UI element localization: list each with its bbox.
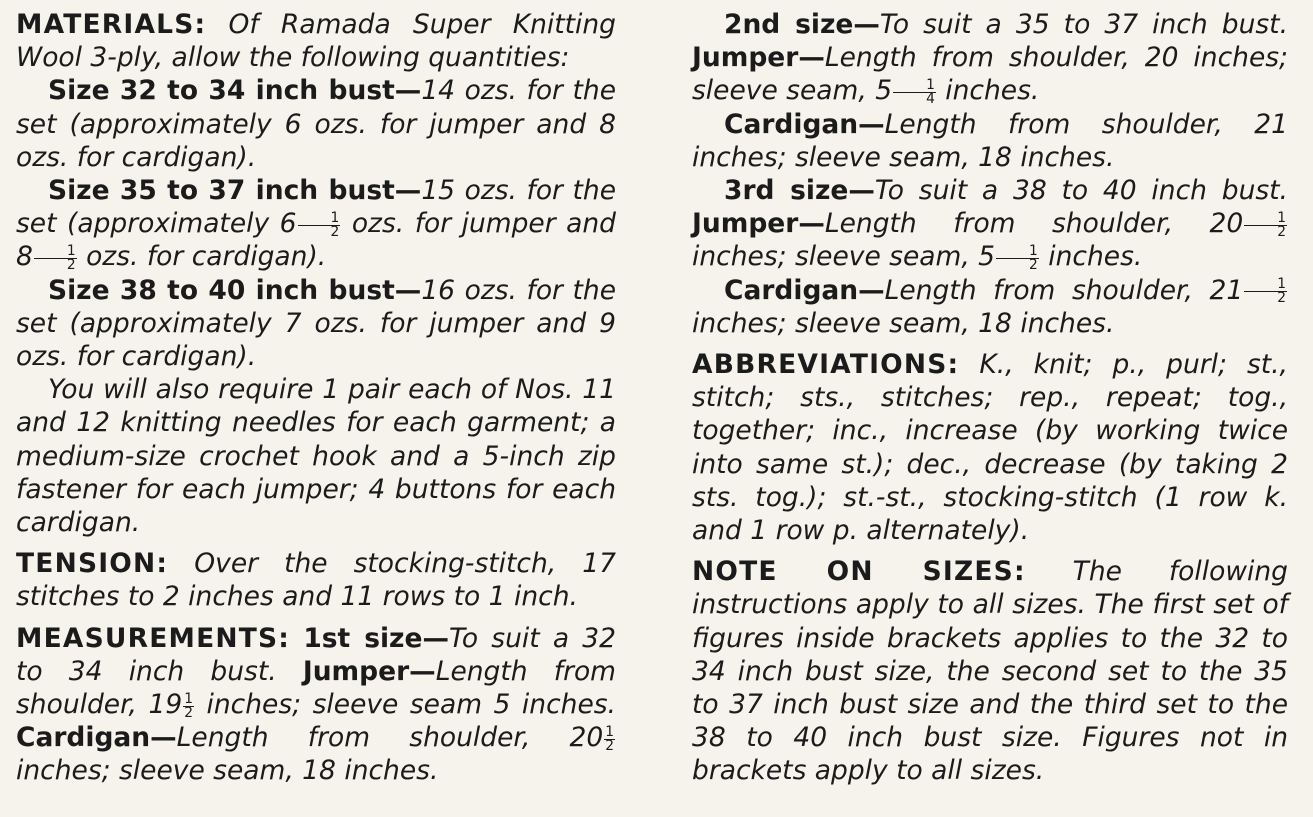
quarter-fraction: $\frac{1}{4}$ — [893, 79, 936, 106]
size-32-34-text: 14 ozs. for the set (approximately 6 ozs. for jumper and 8 ozs. for cardigan). — [16, 75, 616, 173]
jumper-length-text: Length from shoulder, 19 — [16, 655, 616, 721]
second-size-text: To suit a 35 to 37 inch bust. — [879, 9, 1288, 40]
size-35-37-text-a: 15 ozs. for the set (approximately 6 — [16, 175, 616, 240]
half-fraction: $\frac{1}{2}$ — [996, 245, 1039, 272]
size-32-34-paragraph — [16, 74, 616, 174]
measurements-paragraph — [16, 622, 616, 788]
also-require-paragraph — [16, 373, 616, 539]
second-cardigan-paragraph — [692, 108, 1288, 174]
second-jumper-text: Length from shoulder, 20 inches; sleeve seam, 5 — [692, 42, 1288, 107]
second-cardigan-label: Cardigan— — [724, 108, 885, 140]
size-38-40-label: Size 38 to 40 inch bust— — [48, 274, 422, 306]
half-fraction: $\frac{1}{2}$ — [34, 245, 77, 272]
size-35-37-paragraph — [16, 174, 616, 274]
second-jumper-text-end: inches. — [945, 75, 1040, 107]
materials-heading: MATERIALS: — [16, 9, 207, 40]
right-column — [692, 8, 1288, 794]
third-size-text: To suit a 38 to 40 inch bust. — [874, 175, 1288, 207]
size-35-37-label: Size 35 to 37 inch bust— — [48, 175, 422, 207]
size-35-37-text-c: ozs. for cardigan). — [86, 241, 327, 273]
third-cardigan-label: Cardigan— — [724, 274, 885, 306]
third-cardigan-text: Length from shoulder, 21 — [884, 274, 1244, 306]
third-jumper-text: Length from shoulder, 20 — [824, 208, 1244, 240]
half-fraction: $\frac{1}{2}$ — [1244, 278, 1287, 305]
note-on-sizes-paragraph — [692, 555, 1288, 787]
materials-text: Of Ramada Super Knitting Wool 3-ply, allow the following quantities: — [16, 9, 616, 74]
measurements-heading: MEASUREMENTS: — [16, 622, 291, 654]
cardigan-label: Cardigan— — [16, 722, 177, 754]
size-32-34-label: Size 32 to 34 inch bust— — [48, 75, 422, 107]
size-35-37-text-b: ozs. for jumper and 8 — [16, 208, 616, 273]
size-38-40-text: 16 ozs. for the set (approximately 7 ozs. for jumper and 9 ozs. for cardigan). — [16, 274, 616, 373]
second-size-paragraph — [692, 8, 1288, 108]
materials-paragraph — [16, 8, 616, 74]
also-require-text: You will also require 1 pair each of Nos. 11 and 12 knitting needles for each garment; a medium-size crochet hook and a 5-inch zip fastener for each jumper; 4 buttons for each cardigan. — [16, 374, 616, 539]
third-jumper-text-end: inches. — [1048, 241, 1143, 273]
jumper-label: Jumper— — [302, 655, 436, 687]
third-jumper-label: Jumper— — [692, 208, 825, 240]
half-fraction: $\frac{1}{2}$ — [605, 724, 614, 755]
left-column — [16, 8, 616, 794]
jumper-sleeve-text: inches; sleeve seam 5 inches. — [206, 689, 616, 721]
half-fraction: $\frac{1}{2}$ — [1244, 212, 1287, 239]
size-38-40-paragraph — [16, 274, 616, 374]
cardigan-sleeve-text: inches; sleeve seam, 18 inches. — [16, 755, 439, 787]
tension-heading: TENSION: — [16, 548, 169, 580]
second-jumper-label: Jumper— — [692, 42, 825, 74]
abbreviations-heading: ABBREVIATIONS: — [692, 349, 960, 381]
abbreviations-paragraph — [692, 348, 1288, 547]
third-jumper-sleeve-text: inches; sleeve seam, 5 — [692, 241, 996, 273]
half-fraction: $\frac{1}{2}$ — [298, 212, 341, 239]
half-fraction: $\frac{1}{2}$ — [184, 690, 193, 721]
tension-paragraph — [16, 547, 616, 613]
third-cardigan-paragraph — [692, 274, 1288, 340]
second-size-label: 2nd size— — [724, 9, 880, 40]
second-cardigan-text: Length from shoulder, 21 inches; sleeve seam, 18 inches. — [692, 108, 1288, 173]
tension-text: Over the stocking-stitch, 17 stitches to 2 inches and 11 rows to 1 inch. — [16, 548, 616, 613]
cardigan-length-text: Length from shoulder, 20 — [176, 722, 604, 754]
first-size-text: To suit a 32 to 34 inch bust. — [16, 622, 616, 687]
third-size-paragraph — [692, 174, 1288, 274]
first-size-label: 1st size— — [303, 622, 449, 654]
note-on-sizes-text: The following instructions apply to all sizes. The first set of figures inside brackets applies to the 32 to 34 inch bust size, the second set to the 35 to 37 inch bust size and the third set to the 38 to 40 inch bust size. Figures not in brackets apply to all sizes. — [692, 556, 1288, 787]
third-cardigan-sleeve-text: inches; sleeve seam, 18 inches. — [692, 307, 1115, 339]
third-size-label: 3rd size— — [724, 175, 875, 207]
abbreviations-text: K., knit; p., purl; st., stitch; sts., stitches; rep., repeat; tog., together; inc., increase (by working twice into same st.); dec., decrease (by taking 2 sts. tog.); st.-st., stocking-stitch (1 row k. and 1 row p. alternately). — [692, 349, 1288, 547]
note-on-sizes-heading: NOTE ON SIZES: — [692, 556, 1026, 588]
